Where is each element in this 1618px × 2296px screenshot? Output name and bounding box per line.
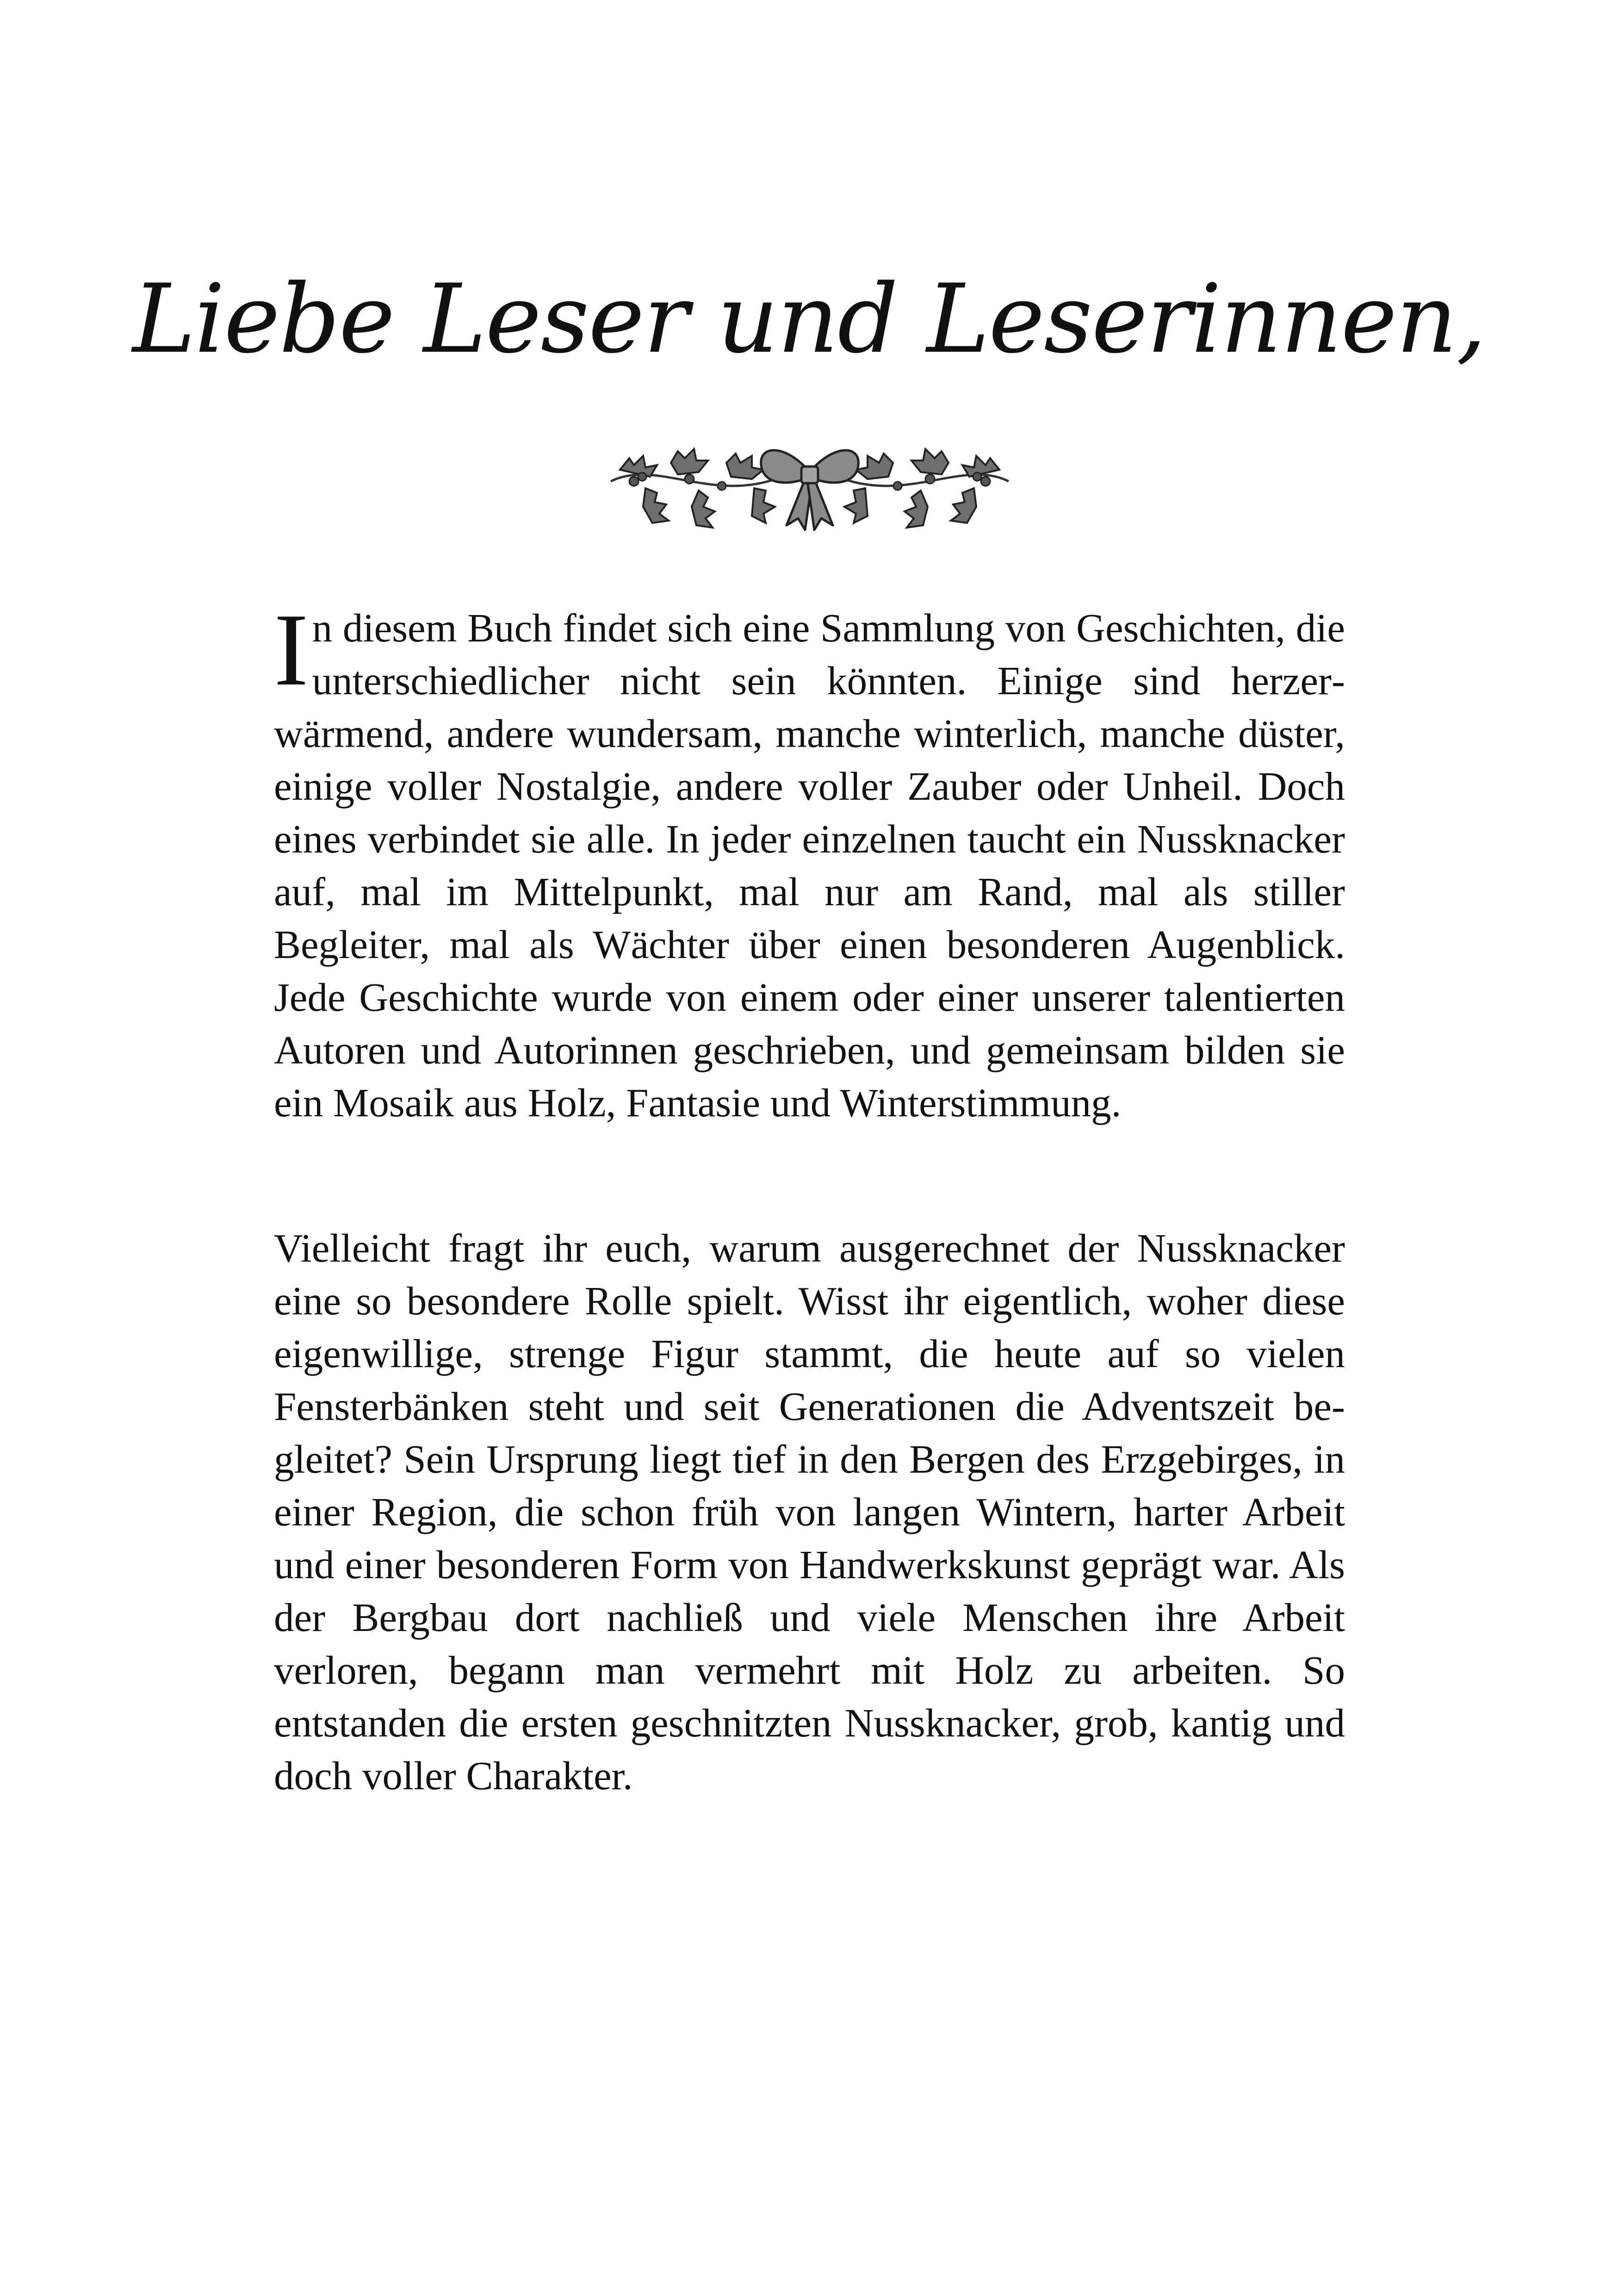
page-title: Liebe Leser und Leserinnen, (132, 264, 1486, 374)
drop-cap: I (274, 592, 309, 707)
paragraph-origin (274, 1222, 1345, 1802)
paragraph-origin-text: Vielleicht fragt ihr euch, warum ausgerechnet der Nussknacker eine so besondere Rolle spielt. Wisst ihr eigentlich, woher diese eigenwillige, strenge Figur stammt, die heute auf so vielen Fensterbänken steht und seit Generationen die Adventszeit begleitet? Sein Ursprung liegt tief in den Bergen des Erzgebirges, in einer Region, die schon früh von langen Wintern, harter Arbeit und einer besonderen Form von Handwerkskunst geprägt war. Als der Bergbau dort nachließ und viele Menschen ihre Arbeit verloren, begann man vermehrt mit Holz zu arbeiten. So entstanden die ersten geschnitzten Nussknacker, grob, kantig und doch voller Charakter. (274, 1226, 1345, 1798)
holly-garland-icon (601, 426, 1018, 537)
paragraph-intro (274, 592, 1345, 1129)
paragraph-intro-text: n diesem Buch findet sich eine Sammlung von Geschichten, die unterschiedlicher nicht sein könnten. Einige sind herzerwärmend, andere wundersam, manche winterlich, manche düster, einige voller Nostalgie, andere voller Zauber oder Unheil. Doch eines verbindet sie alle. In jeder einzelnen taucht ein Nussknacker auf, mal im Mittelpunkt, mal nur am Rand, mal als stiller Begleiter, mal als Wächter über einen besonderen Augenblick. Jede Geschichte wurde von einem oder einer unserer talentierten Autoren und Autorinnen geschrieben, und gemeinsam bilden sie ein Mosaik aus Holz, Fantasie und Winterstimmung. (274, 605, 1345, 1125)
